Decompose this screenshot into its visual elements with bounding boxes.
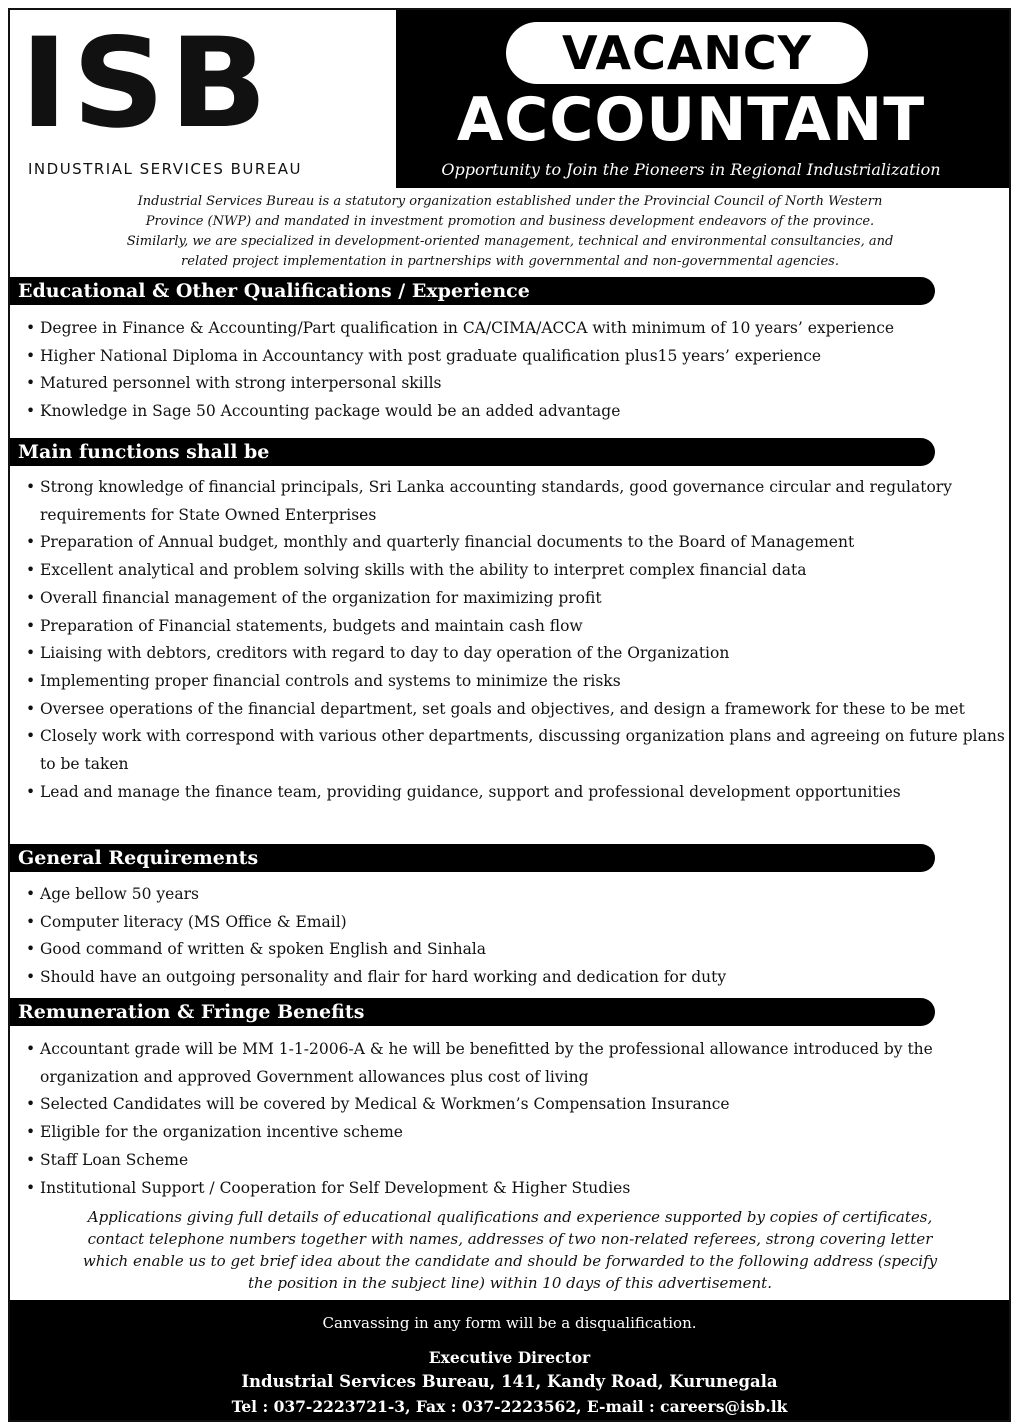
isb-logo [20,12,320,184]
contact-details: Tel : 037-2223721-3, Fax : 037-2223562, E-mail : careers@isb.lk [231,1397,788,1416]
vacancy-badge: VACANCY [506,22,868,84]
section-title-qualifications: Educational & Other Qualifications / Experience [10,277,935,305]
list-item: • Should have an outgoing personality and flair for hard working and dedication for duty [24,964,1009,992]
list-item: • Staff Loan Scheme [24,1147,1009,1175]
list-item: • Selected Candidates will be covered by Medical & Workmen’s Compensation Insurance [24,1091,1009,1119]
list-item: • Matured personnel with strong interpersonal skills [24,370,1009,398]
logo-mark: ISB [20,12,272,156]
title-panel [396,10,1011,188]
application-instructions [20,1206,1000,1294]
section-title-functions: Main functions shall be [10,438,935,466]
section-title-remuneration: Remuneration & Fringe Benefits [10,998,935,1026]
intro-line: Province (NWP) and mandated in investment promotion and business development endeavors of the province. [145,214,875,229]
list-item: • Preparation of Annual budget, monthly and quarterly financial documents to the Board of Management [24,529,1009,557]
job-title: ACCOUNTANT [456,85,926,155]
intro-line: Similarly, we are specialized in development-oriented management, technical and environmental consultancies, and [126,234,894,249]
application-line: contact telephone numbers together with names, addresses of two non-related referees, strong covering letter [87,1230,933,1248]
list-item: • Closely work with correspond with various other departments, discussing organization plans and agreeing on future plans to be taken [24,723,1009,778]
general-list [24,881,1009,992]
section-title-general: General Requirements [10,844,935,872]
functions-list [24,474,1009,806]
vacancy-advertisement [8,8,1011,1422]
application-line: which enable us to get brief idea about the candidate and should be forwarded to the following address (specify [82,1252,938,1270]
intro-line: Industrial Services Bureau is a statutory organization established under the Provincial Council of North Western [137,194,883,209]
list-item: • Preparation of Financial statements, budgets and maintain cash flow [24,613,1009,641]
list-item: • Eligible for the organization incentive scheme [24,1119,1009,1147]
remuneration-list [24,1036,1009,1202]
addressee: Executive Director [428,1348,591,1367]
list-item: • Degree in Finance & Accounting/Part qualification in CA/CIMA/ACCA with minimum of 10 years’ experience [24,315,1009,343]
tagline: Opportunity to Join the Pioneers in Regional Industrialization [441,160,941,179]
qualifications-list [24,315,1009,426]
postal-address: Industrial Services Bureau, 141, Kandy Road, Kurunegala [241,1372,778,1391]
list-item: • Age bellow 50 years [24,881,1009,909]
footer-contact [10,1300,1009,1422]
list-item: • Overall financial management of the organization for maximizing profit [24,585,1009,613]
list-item: • Good command of written & spoken English and Sinhala [24,936,1009,964]
logo-organization-name: INDUSTRIAL SERVICES BUREAU [28,160,303,178]
application-line: Applications giving full details of educational qualifications and experience supported by copies of certificates, [87,1208,933,1226]
intro-line: related project implementation in partnerships with governmental and non-governmental agencies. [181,254,839,269]
list-item: • Higher National Diploma in Accountancy with post graduate qualification plus15 years’ experience [24,343,1009,371]
list-item: • Knowledge in Sage 50 Accounting package would be an added advantage [24,398,1009,426]
list-item: • Strong knowledge of financial principals, Sri Lanka accounting standards, good governance circular and regulatory requirements for State Owned Enterprises [24,474,1009,529]
list-item: • Excellent analytical and problem solving skills with the ability to interpret complex financial data [24,557,1009,585]
list-item: • Lead and manage the finance team, providing guidance, support and professional development opportunities [24,779,1009,807]
application-line: the position in the subject line) within 10 days of this advertisement. [248,1274,772,1292]
list-item: • Accountant grade will be MM 1-1-2006-A & he will be benefitted by the professional allowance introduced by the organization and approved Government allowances plus cost of living [24,1036,1009,1091]
list-item: • Liaising with debtors, creditors with regard to day to day operation of the Organization [24,640,1009,668]
list-item: • Oversee operations of the financial department, set goals and objectives, and design a framework for these to be met [24,696,1009,724]
intro-paragraph [50,192,970,272]
list-item: • Computer literacy (MS Office & Email) [24,909,1009,937]
header [10,10,1009,190]
list-item: • Institutional Support / Cooperation for Self Development & Higher Studies [24,1175,1009,1203]
list-item: • Implementing proper financial controls and systems to minimize the risks [24,668,1009,696]
canvassing-warning: Canvassing in any form will be a disqualification. [322,1314,697,1332]
